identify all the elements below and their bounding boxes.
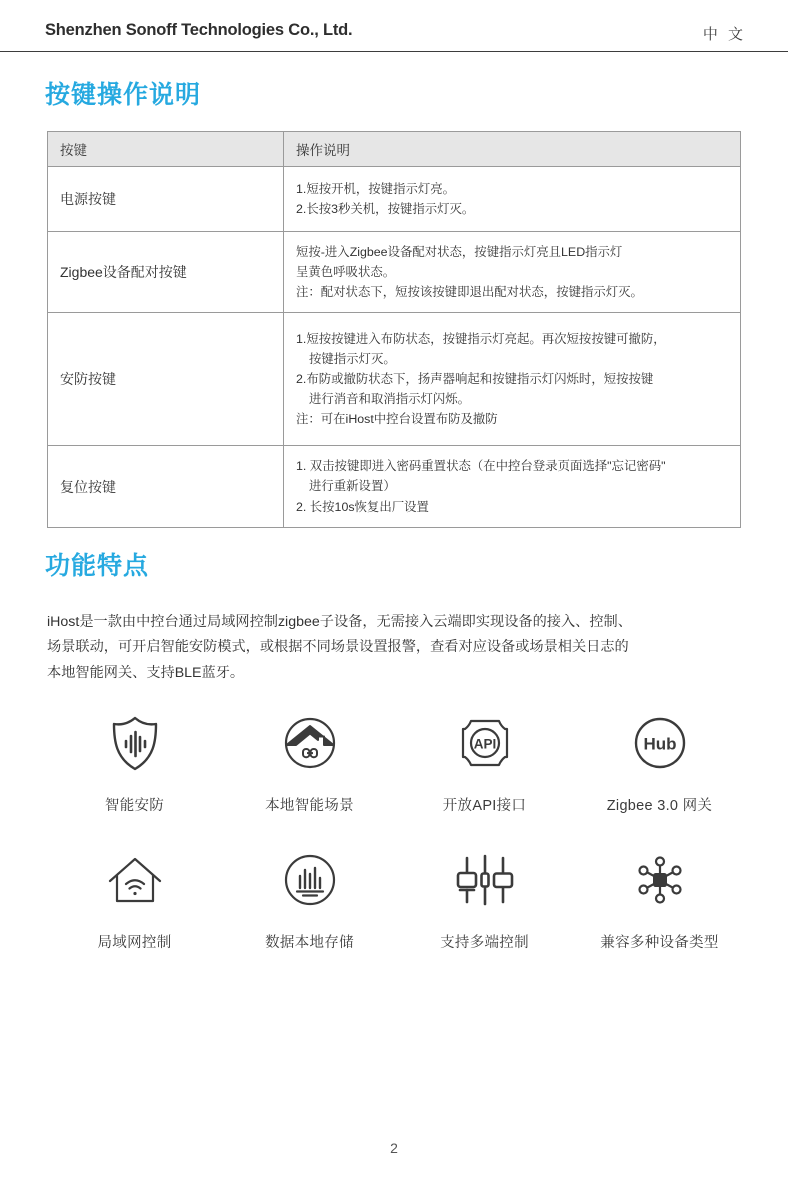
desc-line: 注：配对状态下，短按该按键即退出配对状态，按键指示灯灭。 (296, 285, 643, 300)
table-header-row (48, 132, 741, 167)
company-name: Shenzhen Sonoff Technologies Co., Ltd. (45, 21, 353, 39)
table-row (48, 232, 741, 313)
feature-label: 数据本地存储 (265, 935, 354, 951)
feature-label: 局域网控制 (97, 935, 172, 951)
feature-label: 开放API接口 (442, 798, 527, 814)
button-desc-cell (284, 167, 741, 232)
shield-sound-icon (98, 706, 172, 780)
button-name-cell: 安防按键 (48, 313, 284, 446)
desc-line: 1.短按按键进入布防状态，按键指示灯亮起。再次短按按键可撤防， (296, 331, 666, 346)
desc-line: 1. 双击按键即进入密码重置状态（在中控台登录页面选择"忘记密码" (296, 459, 666, 474)
hub-icon-text: Hub (642, 734, 677, 754)
features-paragraph (47, 610, 747, 686)
house-wifi-icon (98, 843, 172, 917)
paragraph-line: 场景联动，可开启智能安防模式，或根据不同场景设置报警，查看对应设备或场景相关日志的 (47, 639, 629, 656)
button-name-cell: 电源按键 (48, 167, 284, 232)
desc-line: 2.长按3秒关机，按键指示灯灭。 (296, 202, 475, 216)
button-name-cell: 复位按键 (48, 446, 284, 528)
api-gear-icon (448, 706, 522, 780)
column-header-desc: 操作说明 (284, 132, 741, 167)
house-scene-link-icon (273, 706, 347, 780)
device-network-icon (623, 843, 697, 917)
feature-item-smart-security (47, 706, 222, 815)
feature-label: 支持多端控制 (440, 935, 529, 951)
data-bars-circle-icon (273, 843, 347, 917)
desc-line: 2.布防或撤防状态下，扬声器响起和按键指示灯闪烁时，短按按键 (296, 371, 654, 386)
desc-line: 进行重新设置） (309, 479, 396, 494)
api-icon-text: API (473, 736, 496, 752)
language-switch[interactable]: 中 文 (702, 26, 746, 43)
desc-line: 进行消音和取消指示灯闪烁。 (309, 392, 471, 407)
table-row (48, 167, 741, 232)
section-title-buttons: 按键操作说明 (45, 81, 202, 109)
column-header-key: 按键 (48, 132, 284, 167)
table-row (48, 446, 741, 528)
feature-item-zigbee-gateway (572, 706, 747, 815)
feature-label: 智能安防 (104, 798, 165, 814)
hub-circle-icon (623, 706, 697, 780)
feature-label: 本地智能场景 (265, 798, 354, 814)
feature-item-local-storage (222, 843, 397, 952)
button-name-cell: Zigbee设备配对按键 (48, 232, 284, 313)
feature-label: Zigbee 3.0 网关 (606, 798, 713, 814)
page-header (0, 0, 788, 52)
desc-line: 2. 长按10s恢复出厂设置 (296, 499, 429, 514)
feature-item-lan-control (47, 843, 222, 952)
page-number: 2 (390, 1140, 398, 1156)
feature-item-multi-terminal (397, 843, 572, 952)
table-row (48, 313, 741, 446)
multi-device-icon (448, 843, 522, 917)
feature-icon-grid (47, 706, 747, 952)
section-title-features: 功能特点 (45, 552, 150, 580)
feature-item-local-smart-scene (222, 706, 397, 815)
button-operation-table (47, 131, 741, 528)
desc-line: 呈黄色呼吸状态。 (296, 264, 396, 279)
feature-item-device-compat (572, 843, 747, 952)
feature-item-open-api (397, 706, 572, 815)
paragraph-line: 本地智能网关、支持BLE蓝牙。 (47, 664, 245, 681)
button-desc-cell (284, 313, 741, 446)
button-desc-cell (284, 232, 741, 313)
desc-line: 注：可在iHost中控台设置布防及撤防 (296, 412, 498, 427)
desc-line: 1.短按开机，按键指示灯亮。 (296, 181, 456, 196)
paragraph-line: iHost是一款由中控台通过局域网控制zigbee子设备，无需接入云端即实现设备的接入、控制、 (47, 614, 632, 630)
desc-line: 按键指示灯灭。 (309, 351, 396, 366)
desc-line: 短按-进入Zigbee设备配对状态，按键指示灯亮且LED指示灯 (296, 244, 623, 259)
feature-label: 兼容多种设备类型 (600, 935, 719, 951)
button-desc-cell (284, 446, 741, 528)
